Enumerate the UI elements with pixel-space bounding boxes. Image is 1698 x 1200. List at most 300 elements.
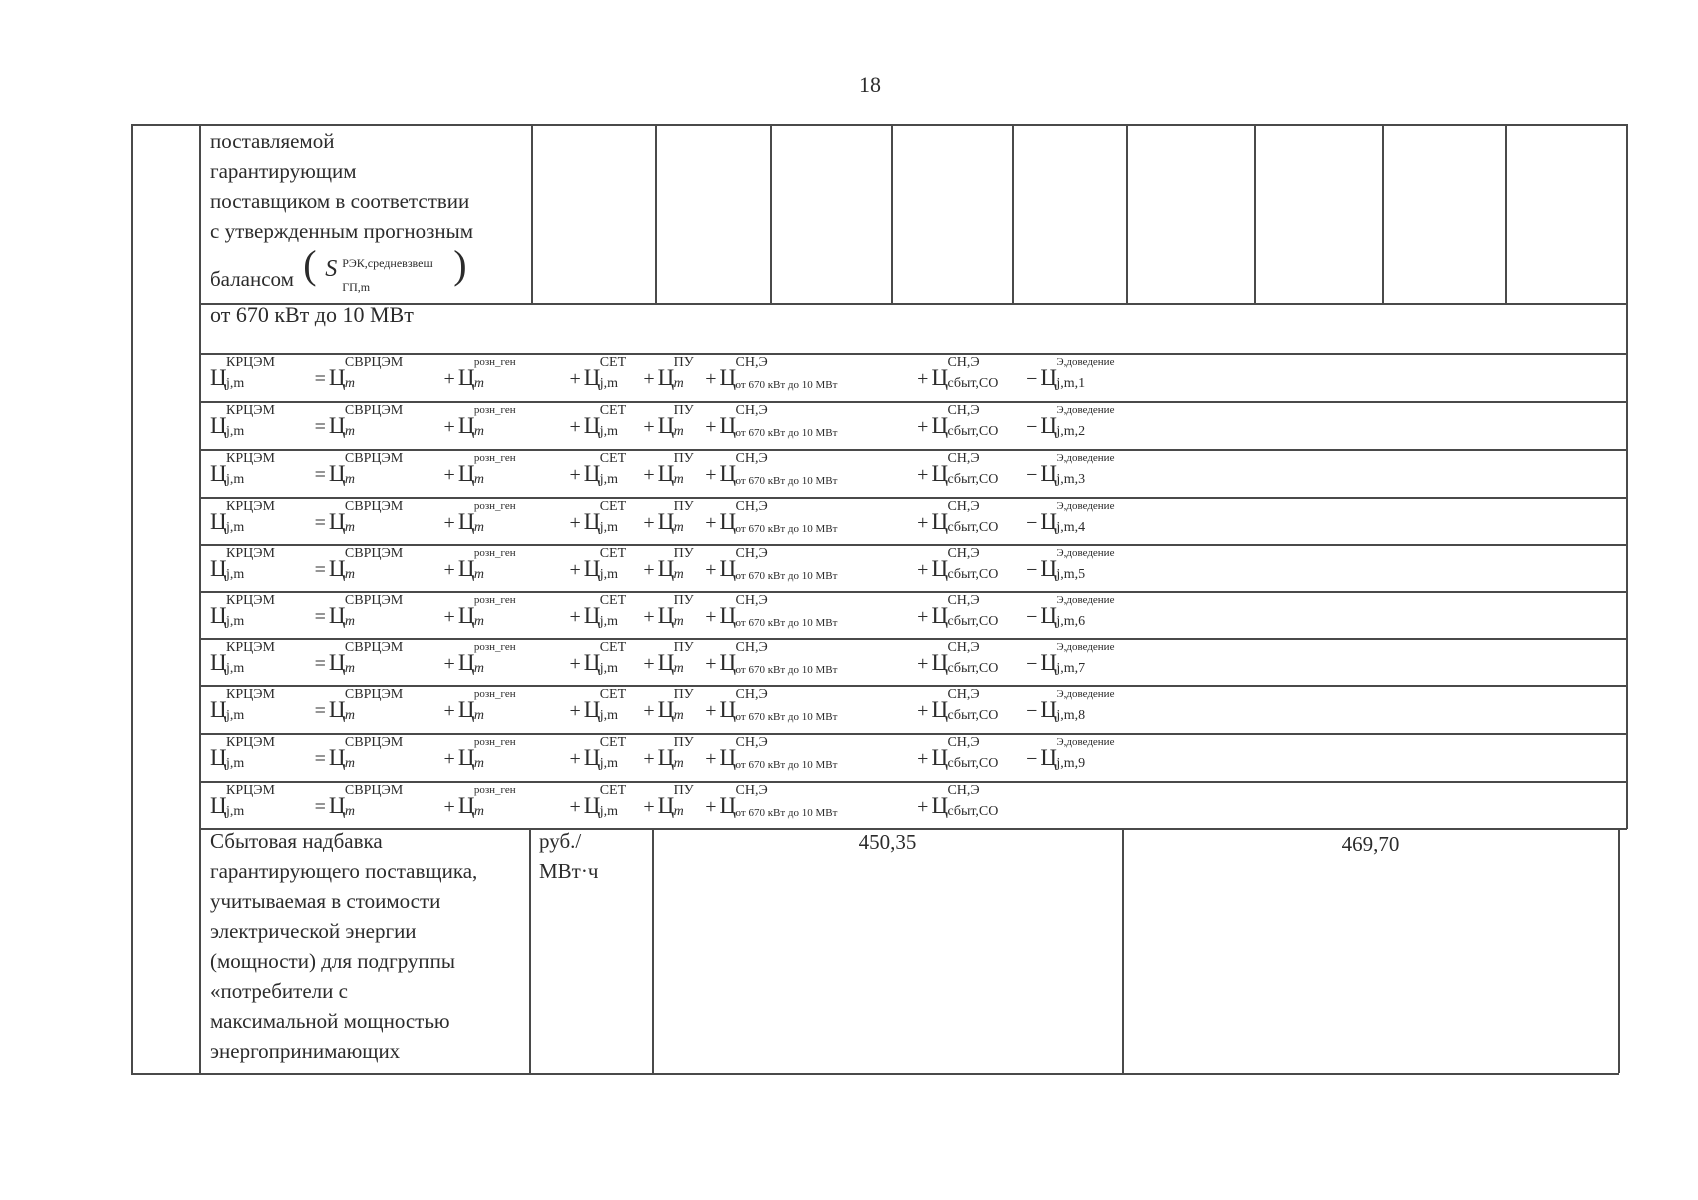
formula-row <box>210 734 1115 778</box>
formula-term <box>719 592 838 636</box>
operator: + <box>643 700 655 722</box>
term-sub: сбыт,СО <box>947 614 999 629</box>
operator: + <box>569 748 581 770</box>
continuation-text <box>210 126 535 294</box>
price-symbol: Ц <box>583 556 601 581</box>
price-symbol: Ц <box>583 461 601 486</box>
term-sub: j,m <box>599 804 618 819</box>
term-sup: СВРЦЭМ <box>344 593 404 608</box>
formula-row <box>210 498 1115 542</box>
operator: = <box>314 606 326 628</box>
formula-term <box>328 354 404 398</box>
term-sup: СЕТ <box>599 640 627 655</box>
price-symbol: Ц <box>210 509 227 534</box>
term-sup: СН,Э <box>947 403 980 418</box>
price-symbol: Ц <box>457 650 475 675</box>
operator: + <box>643 416 655 438</box>
price-symbol: Ц <box>719 413 737 438</box>
price-symbol: Ц <box>657 697 675 722</box>
term-sup: СЕТ <box>599 783 627 798</box>
formula-term <box>931 734 999 778</box>
price-symbol: Ц <box>457 745 475 770</box>
formula-term <box>719 402 838 446</box>
price-symbol: Ц <box>1040 745 1057 770</box>
term-sup: СН,Э <box>735 783 768 798</box>
operator: − <box>1026 606 1038 628</box>
term-sub: m <box>473 661 484 676</box>
price-symbol: Ц <box>210 556 227 581</box>
operator: + <box>443 559 455 581</box>
text-line: учитываемая в стоимости <box>210 889 441 913</box>
table-rule <box>770 124 772 303</box>
term-sup: СВРЦЭМ <box>344 499 404 514</box>
formula-term <box>1040 450 1115 494</box>
term-sub: от 670 кВт до 10 МВт <box>735 523 838 535</box>
price-symbol: Ц <box>583 603 601 628</box>
term-sup: ПУ <box>673 640 694 655</box>
operator: = <box>314 653 326 675</box>
formula-term <box>583 402 627 446</box>
term-sub: j,m <box>226 614 245 629</box>
operator: = <box>314 559 326 581</box>
term-sub: j,m,4 <box>1056 520 1086 535</box>
term-sub: сбыт,СО <box>947 804 999 819</box>
term-sub: сбыт,СО <box>947 567 999 582</box>
formula-term <box>328 545 404 589</box>
term-sub: сбыт,СО <box>947 472 999 487</box>
text-line: руб./ <box>539 829 582 853</box>
formula-term <box>583 592 627 636</box>
term-sup: СВРЦЭМ <box>344 640 404 655</box>
operator: + <box>917 653 929 675</box>
price-symbol: Ц <box>1040 650 1057 675</box>
term-sup: ПУ <box>673 687 694 702</box>
term-sub: j,m <box>599 661 618 676</box>
formula-term <box>583 782 627 826</box>
formula-row <box>210 686 1115 730</box>
price-symbol: Ц <box>210 461 227 486</box>
term-sup: СН,Э <box>947 783 980 798</box>
term-sub: m <box>473 756 484 771</box>
formula-row <box>210 639 1115 683</box>
term-sub: j,m <box>599 708 618 723</box>
term-sup: ПУ <box>673 499 694 514</box>
formula-term <box>210 592 275 636</box>
term-sup: СН,Э <box>947 640 980 655</box>
operator: = <box>314 416 326 438</box>
term-sup: КРЦЭМ <box>226 735 275 750</box>
price-symbol: Ц <box>931 365 949 390</box>
operator: = <box>314 368 326 390</box>
operator: + <box>705 748 717 770</box>
term-sup: Э,доведение <box>1056 688 1115 700</box>
price-symbol: Ц <box>328 413 346 438</box>
operator: + <box>569 512 581 534</box>
formula-term <box>1040 402 1115 446</box>
operator: − <box>1026 512 1038 534</box>
text-line: «потребители с <box>210 979 348 1003</box>
term-sup: розн_ген <box>473 404 516 416</box>
term-sub: от 670 кВт до 10 МВт <box>735 475 838 487</box>
formula-term <box>328 402 404 446</box>
term-sup: СЕТ <box>599 687 627 702</box>
term-sub: m <box>344 472 356 487</box>
price-symbol: Ц <box>583 697 601 722</box>
table-rule <box>655 124 657 303</box>
term-sub: m <box>473 708 484 723</box>
term-sub: сбыт,СО <box>947 661 999 676</box>
term-sub: j,m,2 <box>1056 424 1086 439</box>
term-sup: Э,доведение <box>1056 500 1115 512</box>
markup-value-1: 450,35 <box>858 830 917 854</box>
term-sub: m <box>344 804 356 819</box>
term-sup: СН,Э <box>735 735 768 750</box>
text-line: МВт·ч <box>539 859 599 883</box>
operator: + <box>917 748 929 770</box>
term-sub: j,m <box>226 424 245 439</box>
formula-term <box>931 450 999 494</box>
markup-label <box>210 826 525 1066</box>
price-symbol: Ц <box>931 461 949 486</box>
operator: + <box>917 700 929 722</box>
term-sub: m <box>473 424 484 439</box>
table-rule <box>199 124 201 1073</box>
term-sup: СН,Э <box>947 355 980 370</box>
price-symbol: Ц <box>457 413 475 438</box>
formula-term <box>328 782 404 826</box>
formula-term <box>719 450 838 494</box>
price-symbol: Ц <box>931 603 949 628</box>
term-sup: СН,Э <box>947 546 980 561</box>
operator: + <box>569 464 581 486</box>
operator: + <box>443 796 455 818</box>
operator: + <box>705 653 717 675</box>
formula-term <box>657 734 694 778</box>
operator: + <box>705 464 717 486</box>
price-symbol: Ц <box>328 365 346 390</box>
table-rule <box>529 828 531 1073</box>
formula-term <box>931 782 999 826</box>
price-symbol: Ц <box>210 745 227 770</box>
term-sub: сбыт,СО <box>947 520 999 535</box>
term-sup: розн_ген <box>473 452 516 464</box>
term-sub: m <box>673 756 684 771</box>
term-sup: СН,Э <box>947 451 980 466</box>
price-symbol: Ц <box>657 365 675 390</box>
price-symbol: Ц <box>719 745 737 770</box>
formula-term <box>457 498 516 542</box>
term-sub: j,m <box>599 614 618 629</box>
operator: + <box>643 748 655 770</box>
table-rule <box>131 124 133 1073</box>
term-sup: СВРЦЭМ <box>344 546 404 561</box>
term-sup: ПУ <box>673 546 694 561</box>
operator: = <box>314 512 326 534</box>
price-symbol: Ц <box>657 650 675 675</box>
formula-term <box>583 734 627 778</box>
formula-term <box>1040 639 1115 683</box>
operator: + <box>443 416 455 438</box>
price-symbol: Ц <box>328 697 346 722</box>
paren-close: ) <box>453 242 467 287</box>
operator: = <box>314 464 326 486</box>
term-sup: СВРЦЭМ <box>344 355 404 370</box>
price-symbol: Ц <box>210 793 227 818</box>
price-symbol: Ц <box>457 603 475 628</box>
markup-value-2: 469,70 <box>1341 832 1400 856</box>
formula-term <box>719 734 838 778</box>
formula-term <box>657 592 694 636</box>
term-sup: СЕТ <box>599 499 627 514</box>
text-line: максимальной мощностью <box>210 1009 450 1033</box>
formula-row <box>210 402 1115 446</box>
operator: + <box>705 368 717 390</box>
term-sup: СН,Э <box>947 593 980 608</box>
price-symbol: Ц <box>931 556 949 581</box>
term-sup: СЕТ <box>599 735 627 750</box>
term-sub: m <box>673 472 684 487</box>
price-symbol: Ц <box>719 793 737 818</box>
price-symbol: Ц <box>1040 413 1057 438</box>
formula-term <box>457 450 516 494</box>
term-sub: m <box>473 567 484 582</box>
formula-term <box>657 686 694 730</box>
term-sup: КРЦЭМ <box>226 783 275 798</box>
term-sub: m <box>344 567 356 582</box>
operator: − <box>1026 368 1038 390</box>
formula-term <box>657 450 694 494</box>
formula-term <box>719 545 838 589</box>
term-sup: СН,Э <box>735 687 768 702</box>
table-rule <box>1626 124 1628 829</box>
price-symbol: Ц <box>583 365 601 390</box>
term-sub: j,m <box>226 520 245 535</box>
formula-term <box>583 354 627 398</box>
term-sup: Э,доведение <box>1056 452 1115 464</box>
operator: + <box>643 464 655 486</box>
term-sub: j,m,8 <box>1056 708 1086 723</box>
term-sub: m <box>473 614 484 629</box>
price-symbol: Ц <box>457 697 475 722</box>
term-sub: m <box>473 804 484 819</box>
term-sup: СН,Э <box>735 499 768 514</box>
formula-term <box>583 639 627 683</box>
formula-term <box>583 450 627 494</box>
term-sup: СВРЦЭМ <box>344 403 404 418</box>
formula-term <box>328 686 404 730</box>
term-sup: КРЦЭМ <box>226 499 275 514</box>
operator: + <box>917 368 929 390</box>
operator: + <box>443 464 455 486</box>
term-sup: ПУ <box>673 355 694 370</box>
term-sup: КРЦЭМ <box>226 640 275 655</box>
price-symbol: Ц <box>719 603 737 628</box>
text-line: энергопринимающих <box>210 1039 401 1063</box>
formula-term <box>931 402 999 446</box>
symbol-sub: ГП,m <box>342 280 371 294</box>
term-sup: СВРЦЭМ <box>344 451 404 466</box>
term-sub: j,m <box>226 472 245 487</box>
term-sub: j,m <box>226 756 245 771</box>
table-rule <box>200 303 1627 305</box>
term-sub: от 670 кВт до 10 МВт <box>735 711 838 723</box>
price-symbol: Ц <box>657 413 675 438</box>
formula-term <box>328 450 404 494</box>
term-sup: СЕТ <box>599 403 627 418</box>
operator: − <box>1026 700 1038 722</box>
term-sup: ПУ <box>673 403 694 418</box>
operator: + <box>705 700 717 722</box>
formula-term <box>657 782 694 826</box>
text-line: Сбытовая надбавка <box>210 829 383 853</box>
term-sub: m <box>673 567 684 582</box>
operator: + <box>569 653 581 675</box>
price-symbol: Ц <box>719 461 737 486</box>
formula-term <box>210 782 275 826</box>
operator: = <box>314 796 326 818</box>
price-symbol: Ц <box>210 413 227 438</box>
price-symbol: Ц <box>328 556 346 581</box>
formula-term <box>657 545 694 589</box>
term-sup: СЕТ <box>599 451 627 466</box>
table-rule <box>1618 828 1620 1073</box>
term-sup: КРЦЭМ <box>226 546 275 561</box>
term-sup: СЕТ <box>599 593 627 608</box>
term-sub: m <box>673 614 684 629</box>
operator: + <box>569 559 581 581</box>
formula-term <box>328 498 404 542</box>
operator: + <box>569 700 581 722</box>
term-sub: от 670 кВт до 10 МВт <box>735 807 838 819</box>
formula-term <box>328 734 404 778</box>
formula-term <box>931 545 999 589</box>
formula-term <box>457 639 516 683</box>
price-symbol: Ц <box>719 697 737 722</box>
price-symbol: Ц <box>657 509 675 534</box>
formula-term <box>210 686 275 730</box>
price-symbol: Ц <box>1040 509 1057 534</box>
term-sub: m <box>473 472 484 487</box>
term-sup: СН,Э <box>735 451 768 466</box>
operator: + <box>917 796 929 818</box>
term-sub: сбыт,СО <box>947 376 999 391</box>
price-symbol: Ц <box>457 793 475 818</box>
table-rule <box>1012 124 1014 303</box>
price-symbol: Ц <box>719 650 737 675</box>
term-sub: сбыт,СО <box>947 708 999 723</box>
term-sub: m <box>673 804 684 819</box>
operator: + <box>569 606 581 628</box>
operator: + <box>443 368 455 390</box>
price-symbol: Ц <box>328 793 346 818</box>
term-sub: j,m,7 <box>1056 661 1086 676</box>
term-sup: СВРЦЭМ <box>344 687 404 702</box>
term-sub: m <box>344 708 356 723</box>
term-sub: j,m <box>599 376 618 391</box>
term-sup: Э,доведение <box>1056 736 1115 748</box>
term-sub: j,m <box>599 567 618 582</box>
term-sup: Э,доведение <box>1056 641 1115 653</box>
term-sup: КРЦЭМ <box>226 451 275 466</box>
operator: + <box>569 416 581 438</box>
operator: + <box>705 559 717 581</box>
price-symbol: Ц <box>328 509 346 534</box>
formula-term <box>583 686 627 730</box>
formula-term <box>210 498 275 542</box>
operator: + <box>705 606 717 628</box>
table-rule <box>891 124 893 303</box>
term-sub: сбыт,СО <box>947 424 999 439</box>
term-sub: сбыт,СО <box>947 756 999 771</box>
term-sub: j,m <box>226 661 245 676</box>
operator: + <box>917 606 929 628</box>
price-symbol: Ц <box>931 650 949 675</box>
term-sub: от 670 кВт до 10 МВт <box>735 570 838 582</box>
price-symbol: Ц <box>1040 365 1057 390</box>
operator: + <box>443 700 455 722</box>
operator: = <box>314 748 326 770</box>
formula-term <box>1040 354 1115 398</box>
term-sub: m <box>344 756 356 771</box>
text-line: электрической энергии <box>210 919 417 943</box>
price-symbol: Ц <box>657 603 675 628</box>
formula-term <box>719 686 838 730</box>
price-symbol: Ц <box>657 461 675 486</box>
term-sub: j,m <box>226 804 245 819</box>
price-symbol: Ц <box>719 365 737 390</box>
formula-term <box>210 402 275 446</box>
price-symbol: Ц <box>657 793 675 818</box>
price-symbol: Ц <box>931 793 949 818</box>
formula-term <box>210 734 275 778</box>
text-line: (мощности) для подгруппы <box>210 949 456 973</box>
price-symbol: Ц <box>931 745 949 770</box>
term-sup: Э,доведение <box>1056 547 1115 559</box>
term-sub: j,m <box>599 520 618 535</box>
operator: − <box>1026 653 1038 675</box>
formula-row <box>210 545 1115 589</box>
formula-term <box>657 354 694 398</box>
operator: + <box>443 512 455 534</box>
formula-term <box>328 639 404 683</box>
term-sup: СН,Э <box>735 355 768 370</box>
term-sup: СН,Э <box>947 735 980 750</box>
symbol-sup: РЭК,средневзвеш <box>342 256 433 270</box>
term-sup: ПУ <box>673 735 694 750</box>
table-rule <box>1122 828 1124 1073</box>
term-sup: розн_ген <box>473 688 516 700</box>
formula-term <box>457 592 516 636</box>
price-symbol: Ц <box>931 697 949 722</box>
term-sup: СВРЦЭМ <box>344 735 404 750</box>
term-sub: m <box>344 661 356 676</box>
price-symbol: Ц <box>583 413 601 438</box>
operator: + <box>643 606 655 628</box>
term-sup: СН,Э <box>947 499 980 514</box>
formula-term <box>583 545 627 589</box>
term-sub: j,m,9 <box>1056 756 1086 771</box>
price-symbol: Ц <box>210 365 227 390</box>
formula-term <box>931 639 999 683</box>
text-line: балансом <box>210 267 294 291</box>
table-rule <box>1505 124 1507 303</box>
price-symbol: Ц <box>1040 461 1057 486</box>
formula-row <box>210 782 1110 826</box>
formula-term <box>457 545 516 589</box>
operator: + <box>643 559 655 581</box>
term-sup: розн_ген <box>473 547 516 559</box>
term-sub: j,m,1 <box>1056 376 1086 391</box>
